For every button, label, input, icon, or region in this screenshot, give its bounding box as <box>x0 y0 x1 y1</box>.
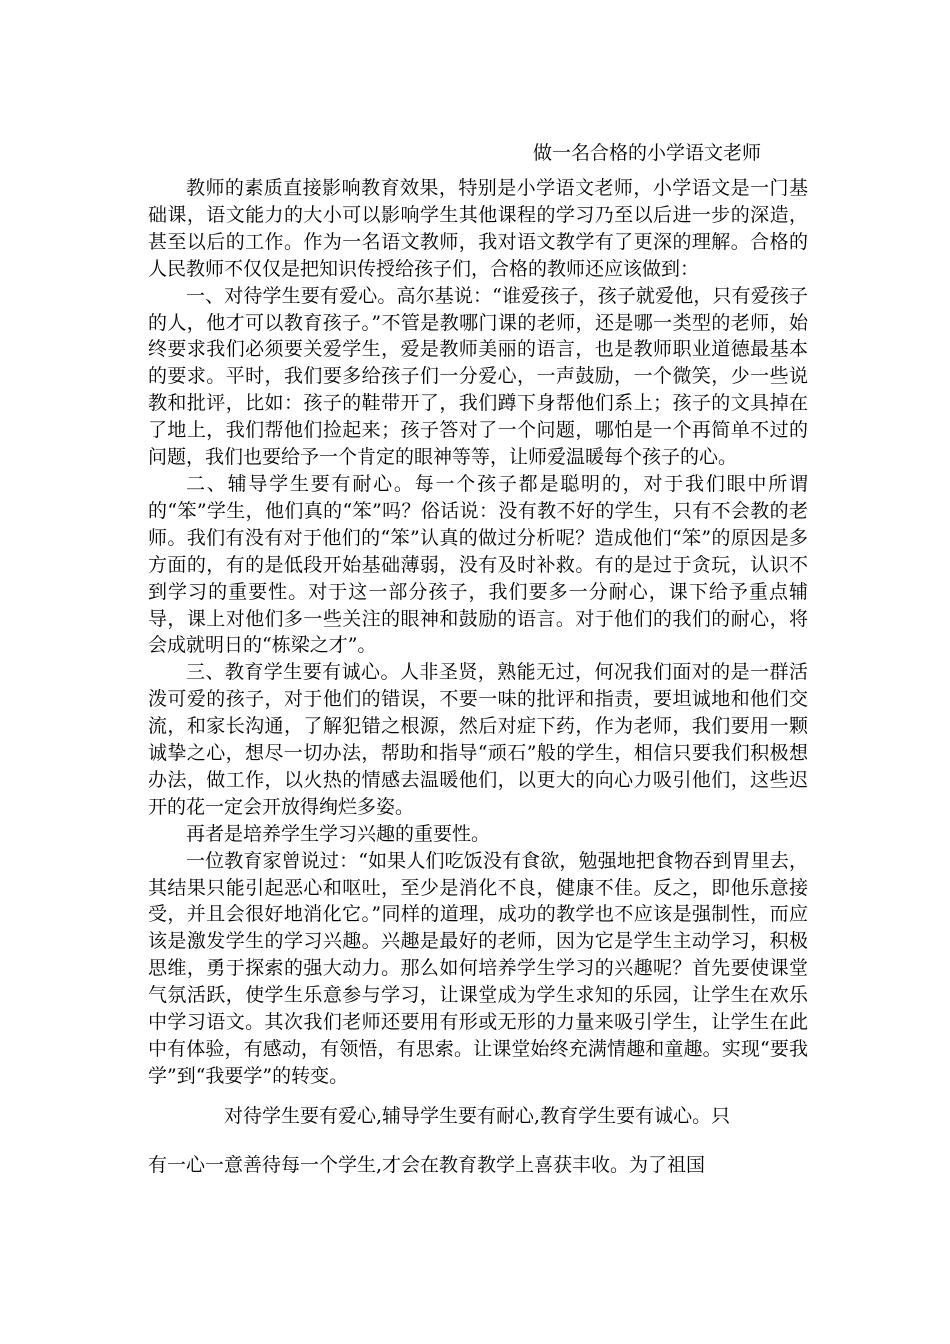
paragraph-love: 一、对待学生要有爱心。高尔基说：“谁爱孩子，孩子就爱他，只有爱孩子的人，他才可以教育孩子。”不管是教哪门课的老师，还是哪一类型的老师，始终要求我们必须要关爱学生，爱是教师美丽的语言，也是教师职业道德最基本的要求。平时，我们要多给孩子们一分爱心，一声鼓励，一个微笑，少一些说教和批评，比如：孩子的鞋带开了，我们蹲下身帮他们系上；孩子的文具掉在了地上，我们帮他们捡起来；孩子答对了一个问题，哪怕是一个再简单不过的问题，我们也要给予一个肯定的眼神等等，让师爱温暖每个孩子的心。 <box>148 284 808 469</box>
paragraph-sincerity: 三、教育学生要有诚心。人非圣贤，熟能无过，何况我们面对的是一群活泼可爱的孩子，对于他们的错误，不要一味的批评和指责，要坦诚地和他们交流，和家长沟通，了解犯错之根源，然后对症下药，作为老师，我们要用一颗诚挚之心，想尽一切办法，帮助和指导“顽石”般的学生，相信只要我们积极想办法，做工作，以火热的情感去温暖他们，以更大的向心力吸引他们，这些迟开的花一定会开放得绚烂多姿。 <box>148 661 808 818</box>
closing-line-2: 有一心一意善待每一个学生,才会在教育教学上喜获丰收。为了祖国 <box>148 1154 706 1176</box>
paragraph-interest: 一位教育家曾说过：“如果人们吃饭没有食欲，勉强地把食物吞到胃里去，其结果只能引起恶心和呕吐，至少是消化不良，健康不佳。反之，即他乐意接受，并且会很好地消化它。”同样的道理，成功的教学也不应该是强制性，而应该是激发学生的学习兴趣。兴趣是最好的老师，因为它是学生主动学习，积极思维，勇于探索的强大动力。那么如何培养学生学习的兴趣呢？首先要使课堂气氛活跃，使学生乐意参与学习，让课堂成为学生求知的乐园，让学生在欢乐中学习语文。其次我们老师还要用有形或无形的力量来吸引学生，让学生在此中有体验，有感动，有领悟，有思索。让课堂始终充满情趣和童趣。实现“要我学”到“我要学”的转变。 <box>148 849 808 1087</box>
document-body <box>148 175 808 1090</box>
paragraph-intro: 教师的素质直接影响教育效果，特别是小学语文老师，小学语文是一门基础课，语文能力的大小可以影响学生其他课程的学习乃至以后进一步的深造，甚至以后的工作。作为一名语文教师，我对语文教学有了更深的理解。合格的人民教师不仅仅是把知识传授给孩子们，合格的教师还应该做到： <box>148 177 808 280</box>
paragraph-interest-heading: 再者是培养学生学习兴趣的重要性。 <box>186 822 491 845</box>
closing-line-1: 对待学生要有爱心,辅导学生要有耐心,教育学生要有诚心。只 <box>224 1105 731 1127</box>
paragraph-patience: 二、辅导学生要有耐心。每一个孩子都是聪明的，对于我们眼中所谓的“笨”学生，他们真的“笨”吗？俗话说：没有教不好的学生，只有不会教的老师。我们有没有对于他们的“笨”认真的做过分析呢？造成他们“笨”的原因是多方面的，有的是低段开始基础薄弱，没有及时补救。有的是过于贪玩，认识不到学习的重要性。对于这一部分孩子，我们要多一分耐心，课下给予重点辅导，课上对他们多一些关注的眼神和鼓励的语言。对于他们的我们的耐心，将会成就明日的“栋梁之才”。 <box>148 472 808 657</box>
document-title: 做一名合格的小学语文老师 <box>533 142 762 164</box>
